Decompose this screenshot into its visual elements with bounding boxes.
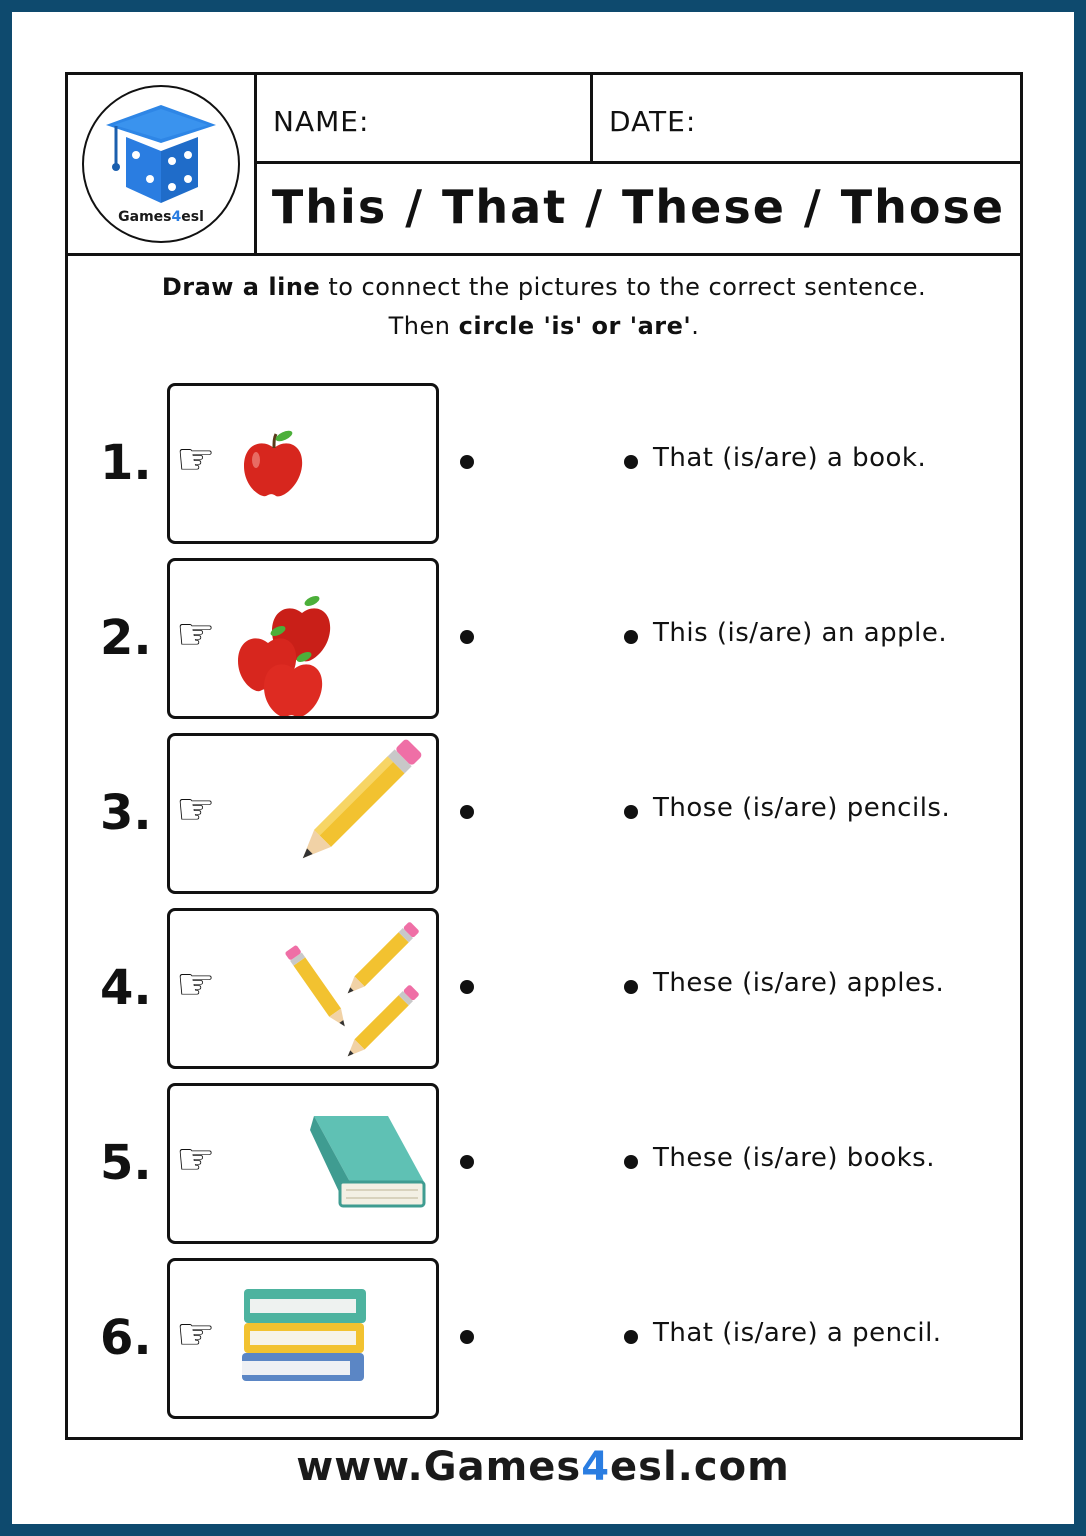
left-connector-dot[interactable] [460,630,474,644]
row-number: 6. [100,1310,152,1366]
picture-box [167,1258,439,1419]
instructions-line-2 [68,307,1020,346]
page-title: This / That / These / Those [271,180,1006,234]
picture-box [167,558,439,719]
left-connector-dot[interactable] [460,1155,474,1169]
pencil-icon [170,736,436,891]
picture-box [167,383,439,544]
graduation-dice-icon [102,99,220,209]
pencils-icon [170,911,436,1066]
pointing-hand-icon: ☞ [176,959,216,1010]
header [68,75,1020,256]
right-connector-dot[interactable] [624,1330,638,1344]
footer-after: esl.com [610,1444,790,1490]
pointing-hand-icon: ☞ [176,609,216,660]
picture-box [167,733,439,894]
apple-icon [170,386,436,541]
pointing-hand-icon: ☞ [176,1134,216,1185]
instructions-start-2: Then [388,312,459,340]
matching-row-1 [68,383,1020,545]
matching-row-2 [68,558,1020,720]
pointing-hand-icon: ☞ [176,1309,216,1360]
instructions-bold-2: circle 'is' or 'are' [458,312,692,340]
picture-box [167,908,439,1069]
website-url[interactable] [12,1444,1074,1490]
left-connector-dot[interactable] [460,455,474,469]
logo [82,85,240,243]
matching-row-6 [68,1258,1020,1420]
right-connector-dot[interactable] [624,805,638,819]
title-cell [257,164,1020,253]
sentence-text: This (is/are) an apple. [653,618,948,648]
name-field[interactable] [257,75,593,164]
row-number: 1. [100,435,152,491]
instructions-rest-1: to connect the pictures to the correct sentence. [320,273,927,301]
date-field[interactable] [593,75,1020,164]
row-number: 2. [100,610,152,666]
left-connector-dot[interactable] [460,805,474,819]
book-icon [170,1086,436,1241]
logo-text-after: esl [181,209,204,225]
books-icon [170,1261,436,1416]
apples-icon [170,561,436,716]
name-label: NAME: [273,105,370,138]
logo-text-highlight: 4 [171,209,182,225]
instructions-bold-1: Draw a line [161,273,321,301]
instructions-line-1 [68,268,1020,307]
worksheet [12,12,1074,1524]
matching-row-4 [68,908,1020,1070]
row-number: 4. [100,960,152,1016]
logo-cell [68,75,257,253]
sentence-text: That (is/are) a pencil. [653,1318,942,1348]
worksheet-frame [65,72,1023,1440]
picture-box [167,1083,439,1244]
footer-highlight: 4 [581,1444,611,1490]
date-label: DATE: [609,105,697,138]
right-connector-dot[interactable] [624,455,638,469]
sentence-text: That (is/are) a book. [653,443,927,473]
right-connector-dot[interactable] [624,630,638,644]
left-connector-dot[interactable] [460,980,474,994]
footer-before: www.Games [296,1444,582,1490]
right-connector-dot[interactable] [624,980,638,994]
row-number: 5. [100,1135,152,1191]
row-number: 3. [100,785,152,841]
sentence-text: These (is/are) books. [653,1143,935,1173]
instructions-end-2: . [691,312,700,340]
pointing-hand-icon: ☞ [176,784,216,835]
matching-row-3 [68,733,1020,895]
left-connector-dot[interactable] [460,1330,474,1344]
instructions [68,268,1020,346]
logo-text-before: Games [118,209,172,225]
sentence-text: These (is/are) apples. [653,968,945,998]
right-connector-dot[interactable] [624,1155,638,1169]
matching-row-5 [68,1083,1020,1245]
sentence-text: Those (is/are) pencils. [653,793,951,823]
pointing-hand-icon: ☞ [176,434,216,485]
logo-text [84,209,238,225]
